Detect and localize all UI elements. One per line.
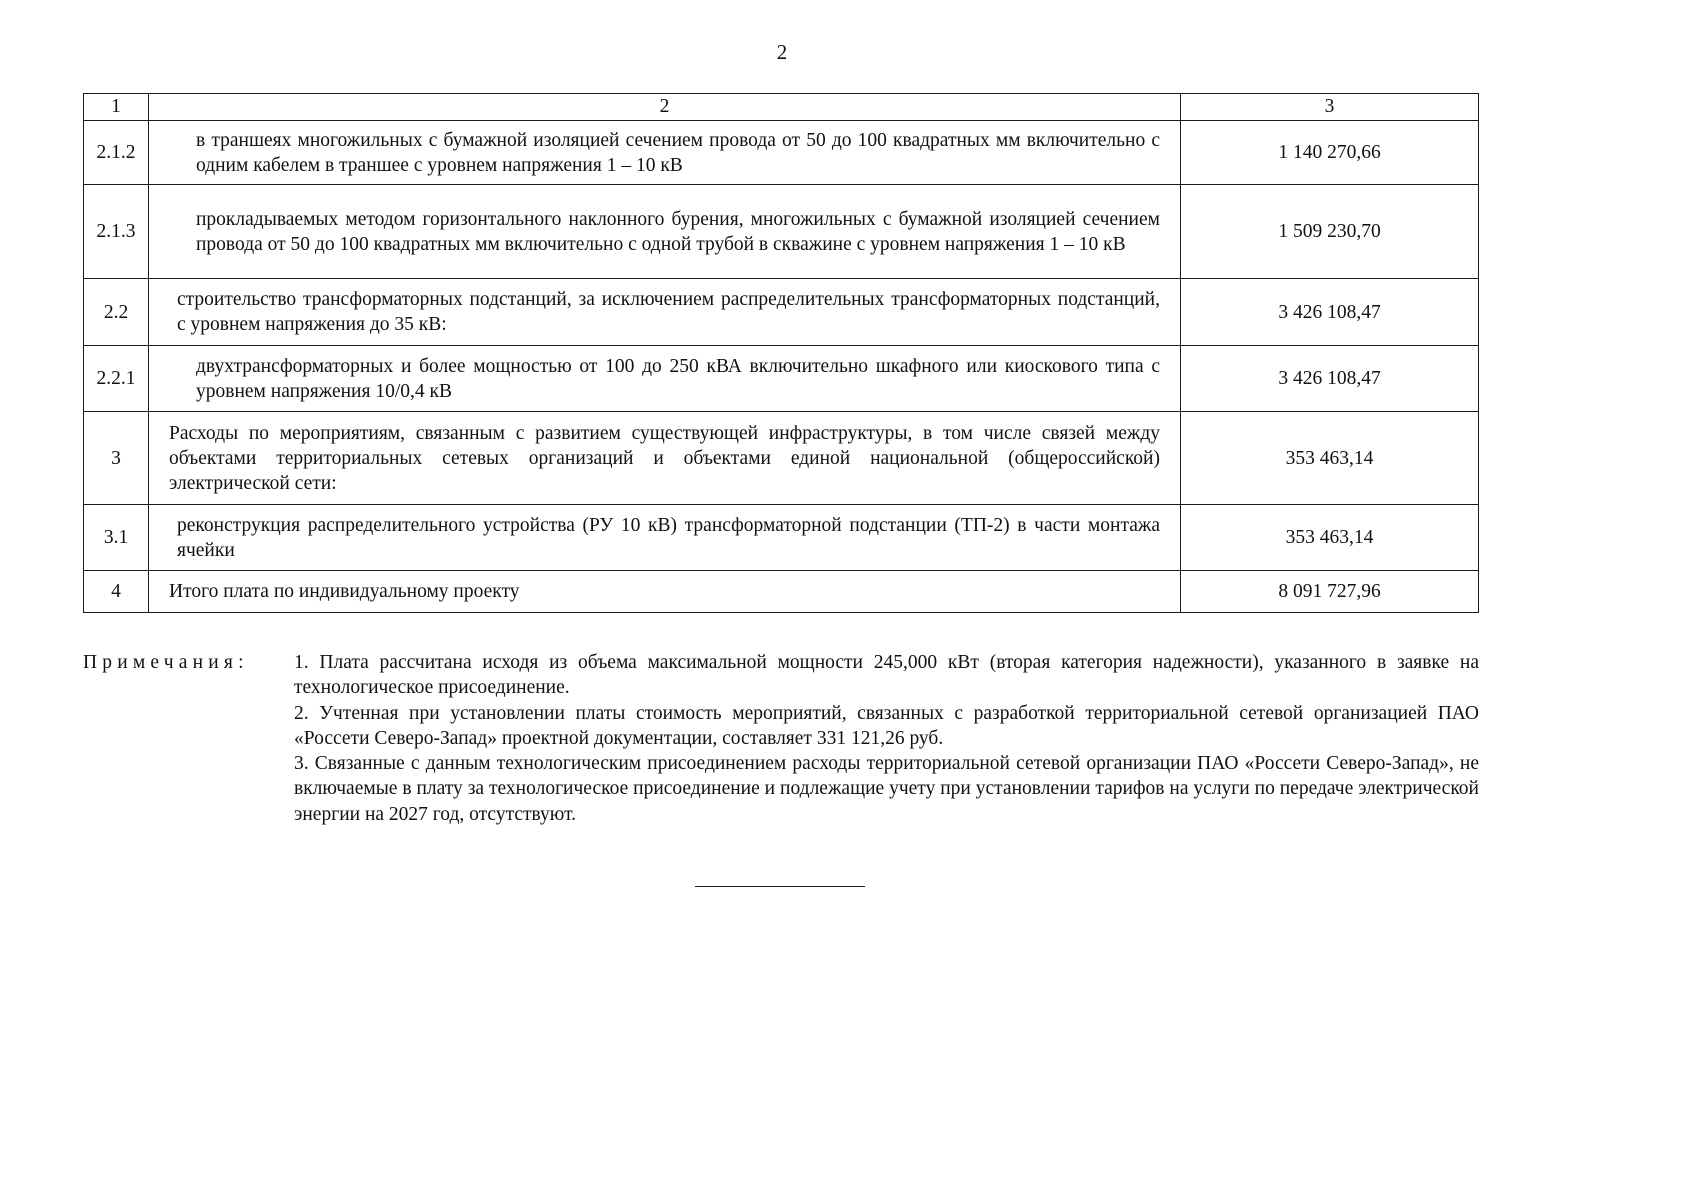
row-description: двухтрансформаторных и более мощностью от 100 до 250 кВА включительно шкафного или киоскового типа с уровнем напряжения 10/0,4 кВ	[149, 346, 1181, 412]
row-number: 2.1.3	[84, 185, 149, 279]
row-description: строительство трансформаторных подстанций, за исключением распределительных трансформаторных подстанций, с уровнем напряжения до 35 кВ:	[149, 279, 1181, 346]
end-of-document-rule	[695, 886, 865, 887]
table-row	[84, 279, 1479, 346]
table-row	[84, 346, 1479, 412]
row-value: 1 140 270,66	[1181, 121, 1479, 185]
row-value: 353 463,14	[1181, 412, 1479, 505]
table-row	[84, 412, 1479, 505]
row-value: 3 426 108,47	[1181, 346, 1479, 412]
notes-section	[83, 650, 1479, 827]
fee-table	[83, 93, 1479, 613]
row-value: 8 091 727,96	[1181, 571, 1479, 613]
table-header-row	[84, 94, 1479, 121]
row-value: 3 426 108,47	[1181, 279, 1479, 346]
row-description: прокладываемых методом горизонтального наклонного бурения, многожильных с бумажной изоляцией сечением провода от 50 до 100 квадратных мм включительно с одной трубой в скважине с уровнем напряжения 1 – 10 кВ	[149, 185, 1181, 279]
table-row	[84, 121, 1479, 185]
row-description: Итого плата по индивидуальному проекту	[149, 571, 1181, 613]
row-description: Расходы по мероприятиям, связанным с развитием существующей инфраструктуры, в том числе связей между объектами территориальных сетевых организаций и объектами единой национальной (общероссийской) электрической сети:	[149, 412, 1181, 505]
table-row	[84, 571, 1479, 613]
row-value: 353 463,14	[1181, 505, 1479, 571]
row-number: 4	[84, 571, 149, 613]
row-number: 3.1	[84, 505, 149, 571]
note-item: 3. Связанные с данным технологическим присоединением расходы территориальной сетевой организации ПАО «Россети Северо-Запад», не включаемые в плату за технологическое присоединение и подлежащие учету при установлении тарифов на услуги по передаче электрической энергии на 2027 год, отсутствуют.	[294, 753, 1479, 825]
notes-label: Примечания:	[83, 652, 249, 673]
page-number: 2	[776, 40, 788, 64]
row-description: в траншеях многожильных с бумажной изоляцией сечением провода от 50 до 100 квадратных мм включительно с одним кабелем в траншее с уровнем напряжения 1 – 10 кВ	[149, 121, 1181, 185]
note-item: 1. Плата рассчитана исходя из объема максимальной мощности 245,000 кВт (вторая категория надежности), указанного в заявке на технологическое присоединение.	[294, 652, 1479, 699]
row-description: реконструкция распределительного устройства (РУ 10 кВ) трансформаторной подстанции (ТП-2) в части монтажа ячейки	[149, 505, 1181, 571]
header-col-1: 1	[84, 94, 149, 121]
row-value: 1 509 230,70	[1181, 185, 1479, 279]
note-item: 2. Учтенная при установлении платы стоимость мероприятий, связанных с разработкой территориальной сетевой организацией ПАО «Россети Северо-Запад» проектной документации, составляет 331 121,26 руб.	[294, 702, 1479, 749]
row-number: 2.1.2	[84, 121, 149, 185]
header-col-3: 3	[1181, 94, 1479, 121]
header-col-2: 2	[149, 94, 1181, 121]
row-number: 2.2.1	[84, 346, 149, 412]
row-number: 3	[84, 412, 149, 505]
table-row	[84, 185, 1479, 279]
row-number: 2.2	[84, 279, 149, 346]
notes-list	[294, 650, 1479, 827]
table-row	[84, 505, 1479, 571]
